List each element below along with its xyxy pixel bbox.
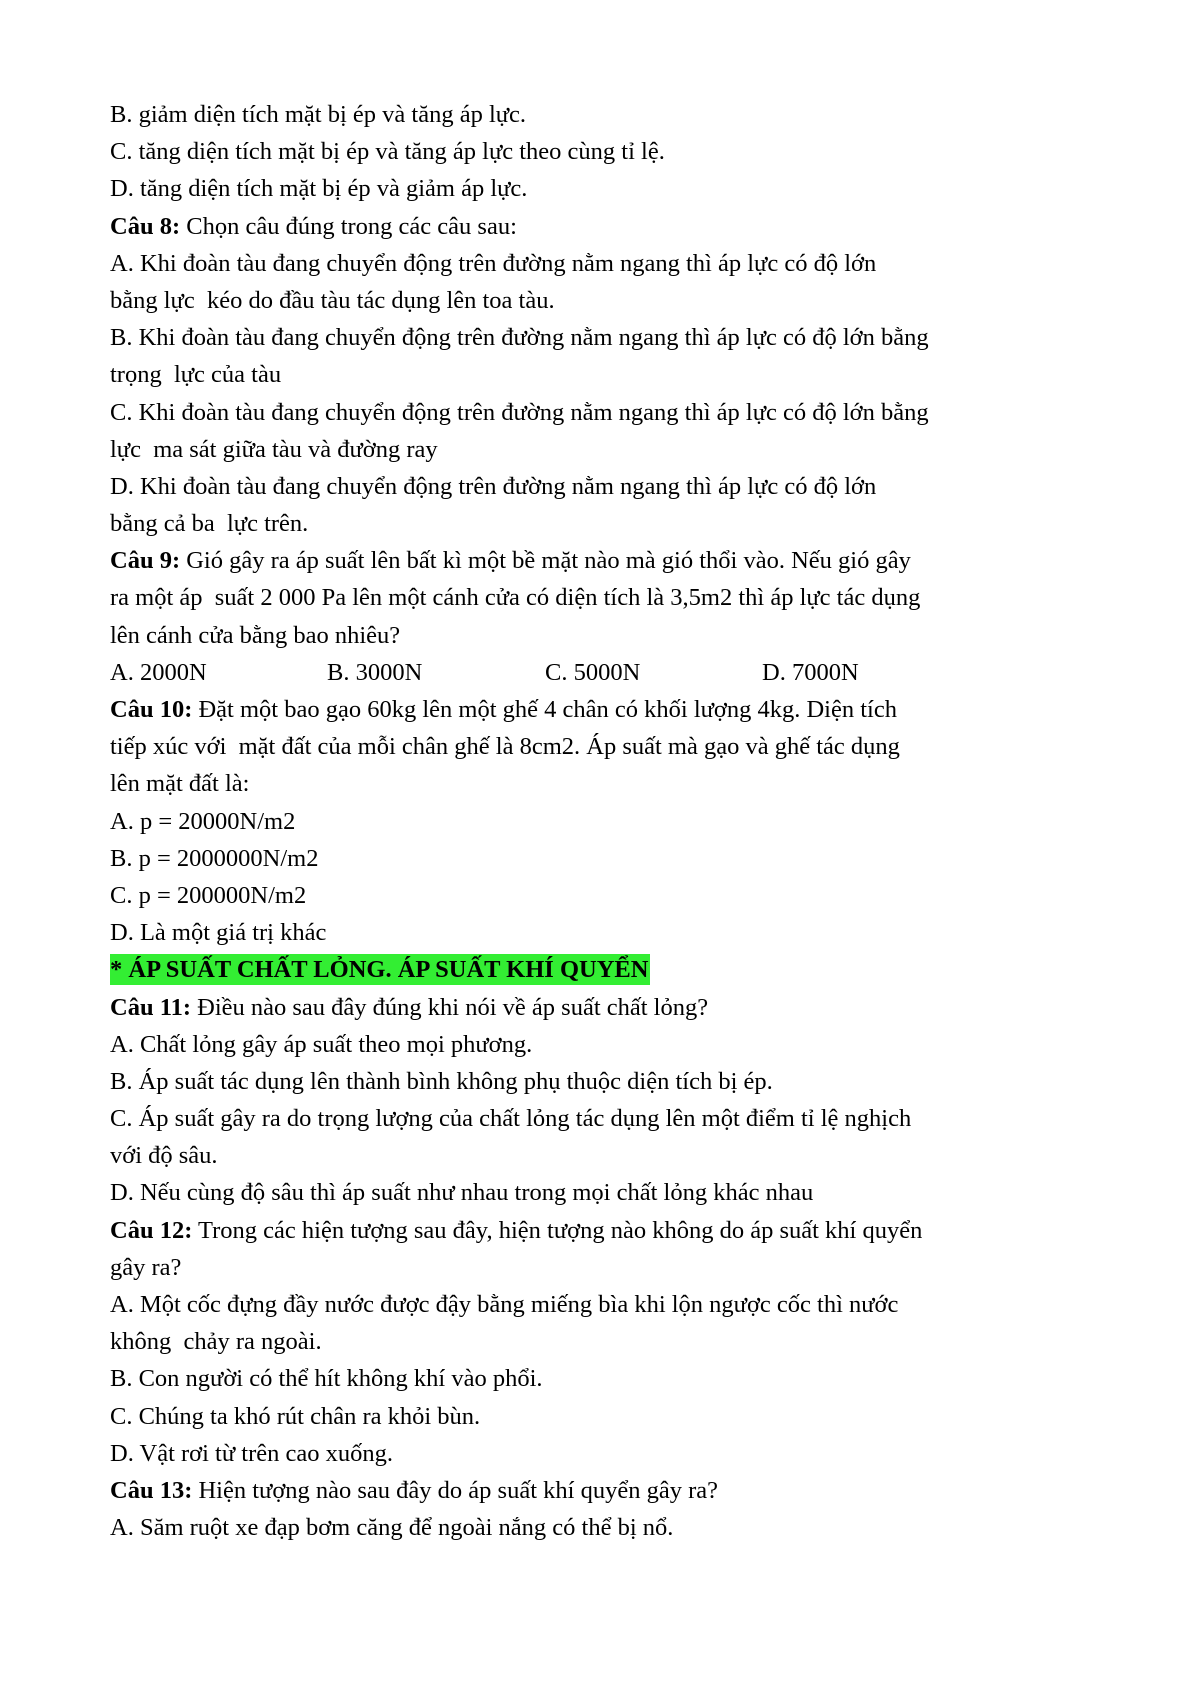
text-line: lực ma sát giữa tàu và đường ray bbox=[110, 435, 438, 463]
question-text: Hiện tượng nào sau đây do áp suất khí quyển gây ra? bbox=[192, 1476, 718, 1504]
question-label: Câu 8: bbox=[110, 212, 181, 240]
text-line: gây ra? bbox=[110, 1253, 182, 1281]
text-line: B. Con người có thể hít không khí vào phổi. bbox=[110, 1365, 543, 1393]
text-line: C. p = 200000N/m2 bbox=[110, 881, 307, 909]
text-line: C. Áp suất gây ra do trọng lượng của chất lỏng tác dụng lên một điểm tỉ lệ nghịch bbox=[110, 1105, 912, 1133]
answer-option-b: B. 3000N bbox=[327, 658, 423, 686]
text-line: không chảy ra ngoài. bbox=[110, 1328, 322, 1356]
section-heading: * ÁP SUẤT CHẤT LỎNG. ÁP SUẤT KHÍ QUYỂN bbox=[110, 956, 649, 984]
question-text: Gió gây ra áp suất lên bất kì một bề mặt nào mà gió thổi vào. Nếu gió gây bbox=[180, 547, 911, 575]
question-text: Chọn câu đúng trong các câu sau: bbox=[180, 212, 517, 240]
text-line: với độ sâu. bbox=[110, 1142, 218, 1170]
text-line: A. Săm ruột xe đạp bơm căng để ngoài nắng có thể bị nổ. bbox=[110, 1514, 674, 1542]
answer-option-a: A. 2000N bbox=[110, 658, 207, 686]
text-line: C. tăng diện tích mặt bị ép và tăng áp lực theo cùng tỉ lệ. bbox=[110, 138, 665, 166]
answer-options-row bbox=[110, 654, 1070, 691]
text-line: B. Khi đoàn tàu đang chuyển động trên đường nằm ngang thì áp lực có độ lớn bằng bbox=[110, 324, 929, 352]
text-line: lên cánh cửa bằng bao nhiêu? bbox=[110, 621, 401, 649]
question-line bbox=[110, 691, 1070, 728]
question-line bbox=[110, 1472, 1070, 1509]
question-text: Điều nào sau đây đúng khi nói về áp suất chất lỏng? bbox=[191, 993, 709, 1021]
text-line: trọng lực của tàu bbox=[110, 361, 282, 389]
question-line bbox=[110, 1212, 1070, 1249]
text-line: B. giảm diện tích mặt bị ép và tăng áp lực. bbox=[110, 101, 527, 128]
question-text: Đặt một bao gạo 60kg lên một ghế 4 chân có khối lượng 4kg. Diện tích bbox=[192, 696, 897, 723]
text-line: bằng cả ba lực trên. bbox=[110, 510, 309, 538]
text-line: B. Áp suất tác dụng lên thành bình không phụ thuộc diện tích bị ép. bbox=[110, 1067, 773, 1095]
document-page bbox=[110, 96, 1070, 1546]
text-line: A. Chất lỏng gây áp suất theo mọi phương. bbox=[110, 1030, 533, 1058]
text-line: D. Nếu cùng độ sâu thì áp suất như nhau trong mọi chất lỏng khác nhau bbox=[110, 1179, 814, 1207]
text-line: A. p = 20000N/m2 bbox=[110, 807, 296, 835]
text-line: C. Khi đoàn tàu đang chuyển động trên đường nằm ngang thì áp lực có độ lớn bằng bbox=[110, 398, 929, 426]
text-line: lên mặt đất là: bbox=[110, 770, 250, 798]
text-line: ra một áp suất 2 000 Pa lên một cánh cửa có diện tích là 3,5m2 thì áp lực tác dụng bbox=[110, 584, 921, 612]
question-label: Câu 10: bbox=[110, 696, 193, 723]
question-label: Câu 11: bbox=[110, 993, 192, 1021]
text-line: D. Vật rơi từ trên cao xuống. bbox=[110, 1439, 393, 1467]
text-line: A. Khi đoàn tàu đang chuyển động trên đường nằm ngang thì áp lực có độ lớn bbox=[110, 249, 877, 277]
text-line: B. p = 2000000N/m2 bbox=[110, 844, 319, 872]
answer-option-d: D. 7000N bbox=[762, 658, 859, 686]
text-line: D. tăng diện tích mặt bị ép và giảm áp lực. bbox=[110, 175, 528, 203]
section-heading-line bbox=[110, 951, 1070, 988]
text-line: D. Khi đoàn tàu đang chuyển động trên đường nằm ngang thì áp lực có độ lớn bbox=[110, 472, 877, 500]
text-line: C. Chúng ta khó rút chân ra khỏi bùn. bbox=[110, 1402, 481, 1430]
text-line: D. Là một giá trị khác bbox=[110, 919, 327, 947]
question-label: Câu 13: bbox=[110, 1476, 193, 1504]
question-line bbox=[110, 989, 1070, 1026]
question-line bbox=[110, 208, 1070, 245]
text-line: A. Một cốc đựng đầy nước được đậy bằng miếng bìa khi lộn ngược cốc thì nước bbox=[110, 1291, 899, 1318]
text-line: bằng lực kéo do đầu tàu tác dụng lên toa tàu. bbox=[110, 286, 555, 314]
question-label: Câu 9: bbox=[110, 547, 181, 575]
question-label: Câu 12: bbox=[110, 1216, 193, 1244]
question-line bbox=[110, 542, 1070, 579]
text-line: tiếp xúc với mặt đất của mỗi chân ghế là 8cm2. Áp suất mà gạo và ghế tác dụng bbox=[110, 733, 900, 761]
question-text: Trong các hiện tượng sau đây, hiện tượng nào không do áp suất khí quyển bbox=[192, 1216, 923, 1244]
answer-option-c: C. 5000N bbox=[545, 658, 641, 686]
